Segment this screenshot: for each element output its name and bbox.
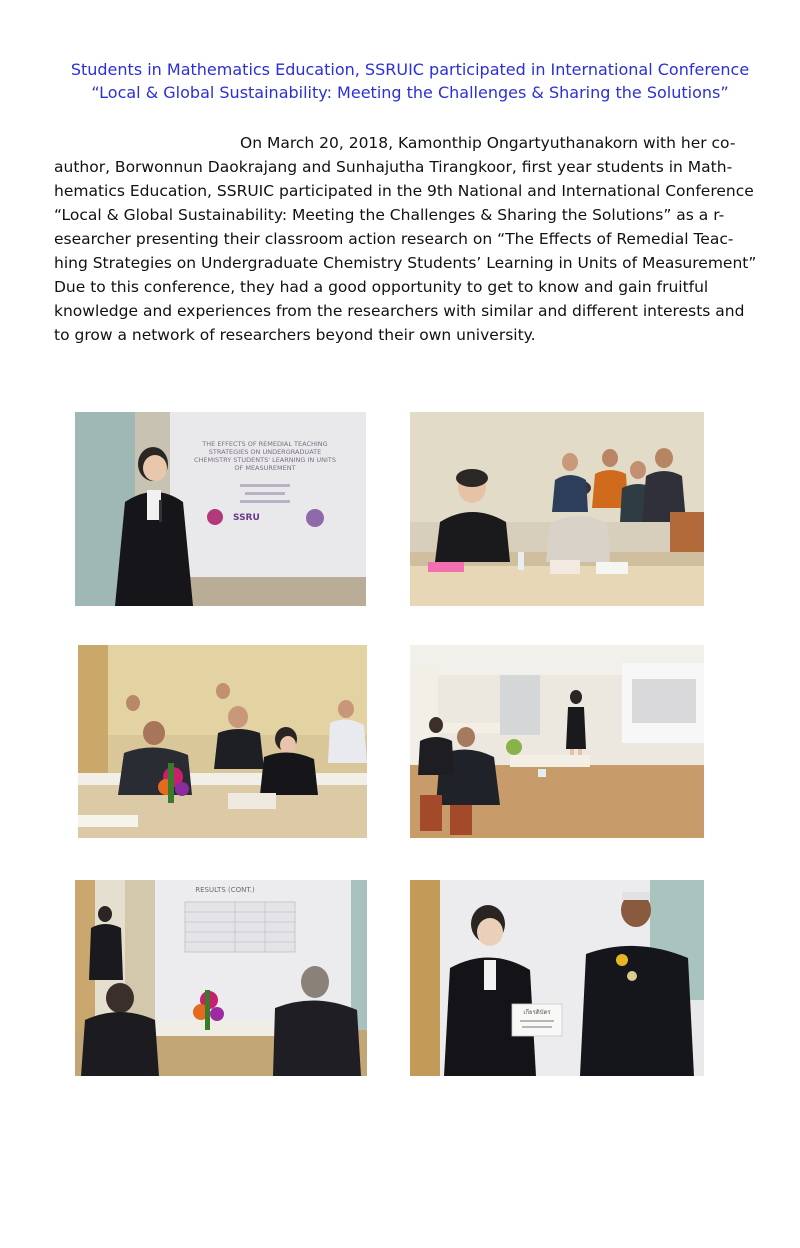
photo-results-presentation [75, 880, 367, 1076]
certificate-text: เกียรติบัตร [523, 1009, 551, 1016]
body-line: esearcher presenting their classroom action research on “The Effects of Remedial Teac- [54, 230, 734, 248]
body-line: author, Borwonnun Daokrajang and Sunhajutha Tirangkoor, first year students in Math- [54, 158, 733, 176]
body-line: Due to this conference, they had a good opportunity to get to know and gain fruitful [54, 278, 709, 296]
article-body [54, 131, 774, 347]
body-line: knowledge and experiences from the researchers with similar and different interests and [54, 302, 745, 320]
photo-conference-room-panel [78, 645, 367, 838]
photo-certificate-presentation [410, 880, 704, 1076]
article-title [0, 58, 800, 104]
title-line-1: Students in Mathematics Education, SSRUIC participated in International Conference [70, 60, 750, 79]
body-line: hematics Education, SSRUIC participated in the 9th National and International Conference [54, 182, 754, 200]
slide-line: CHEMISTRY STUDENTS' LEARNING IN UNITS [194, 456, 336, 464]
body-line: On March 20, 2018, Kamonthip Ongartyuthanakorn with her co- [240, 134, 736, 152]
title-line-2: “Local & Global Sustainability: Meeting the Challenges & Sharing the Solutions” [91, 83, 729, 102]
slide-title: RESULTS (CONT.) [195, 886, 255, 894]
photo-audience [410, 412, 704, 606]
slide-line: STRATEGIES ON UNDERGRADUATE [208, 448, 322, 456]
slide-line: THE EFFECTS OF REMEDIAL TEACHING [202, 440, 328, 448]
body-line: “Local & Global Sustainability: Meeting the Challenges & Sharing the Solutions” as a r- [54, 206, 725, 224]
slide-logo-text: SSRU [233, 513, 260, 523]
slide-line: OF MEASUREMENT [234, 464, 296, 472]
body-line: hing Strategies on Undergraduate Chemistry Students’ Learning in Units of Measurement” [54, 254, 757, 272]
photo-presenter-speaking [75, 412, 366, 606]
photo-wide-room [410, 645, 704, 838]
body-line: to grow a network of researchers beyond their own university. [54, 326, 536, 344]
